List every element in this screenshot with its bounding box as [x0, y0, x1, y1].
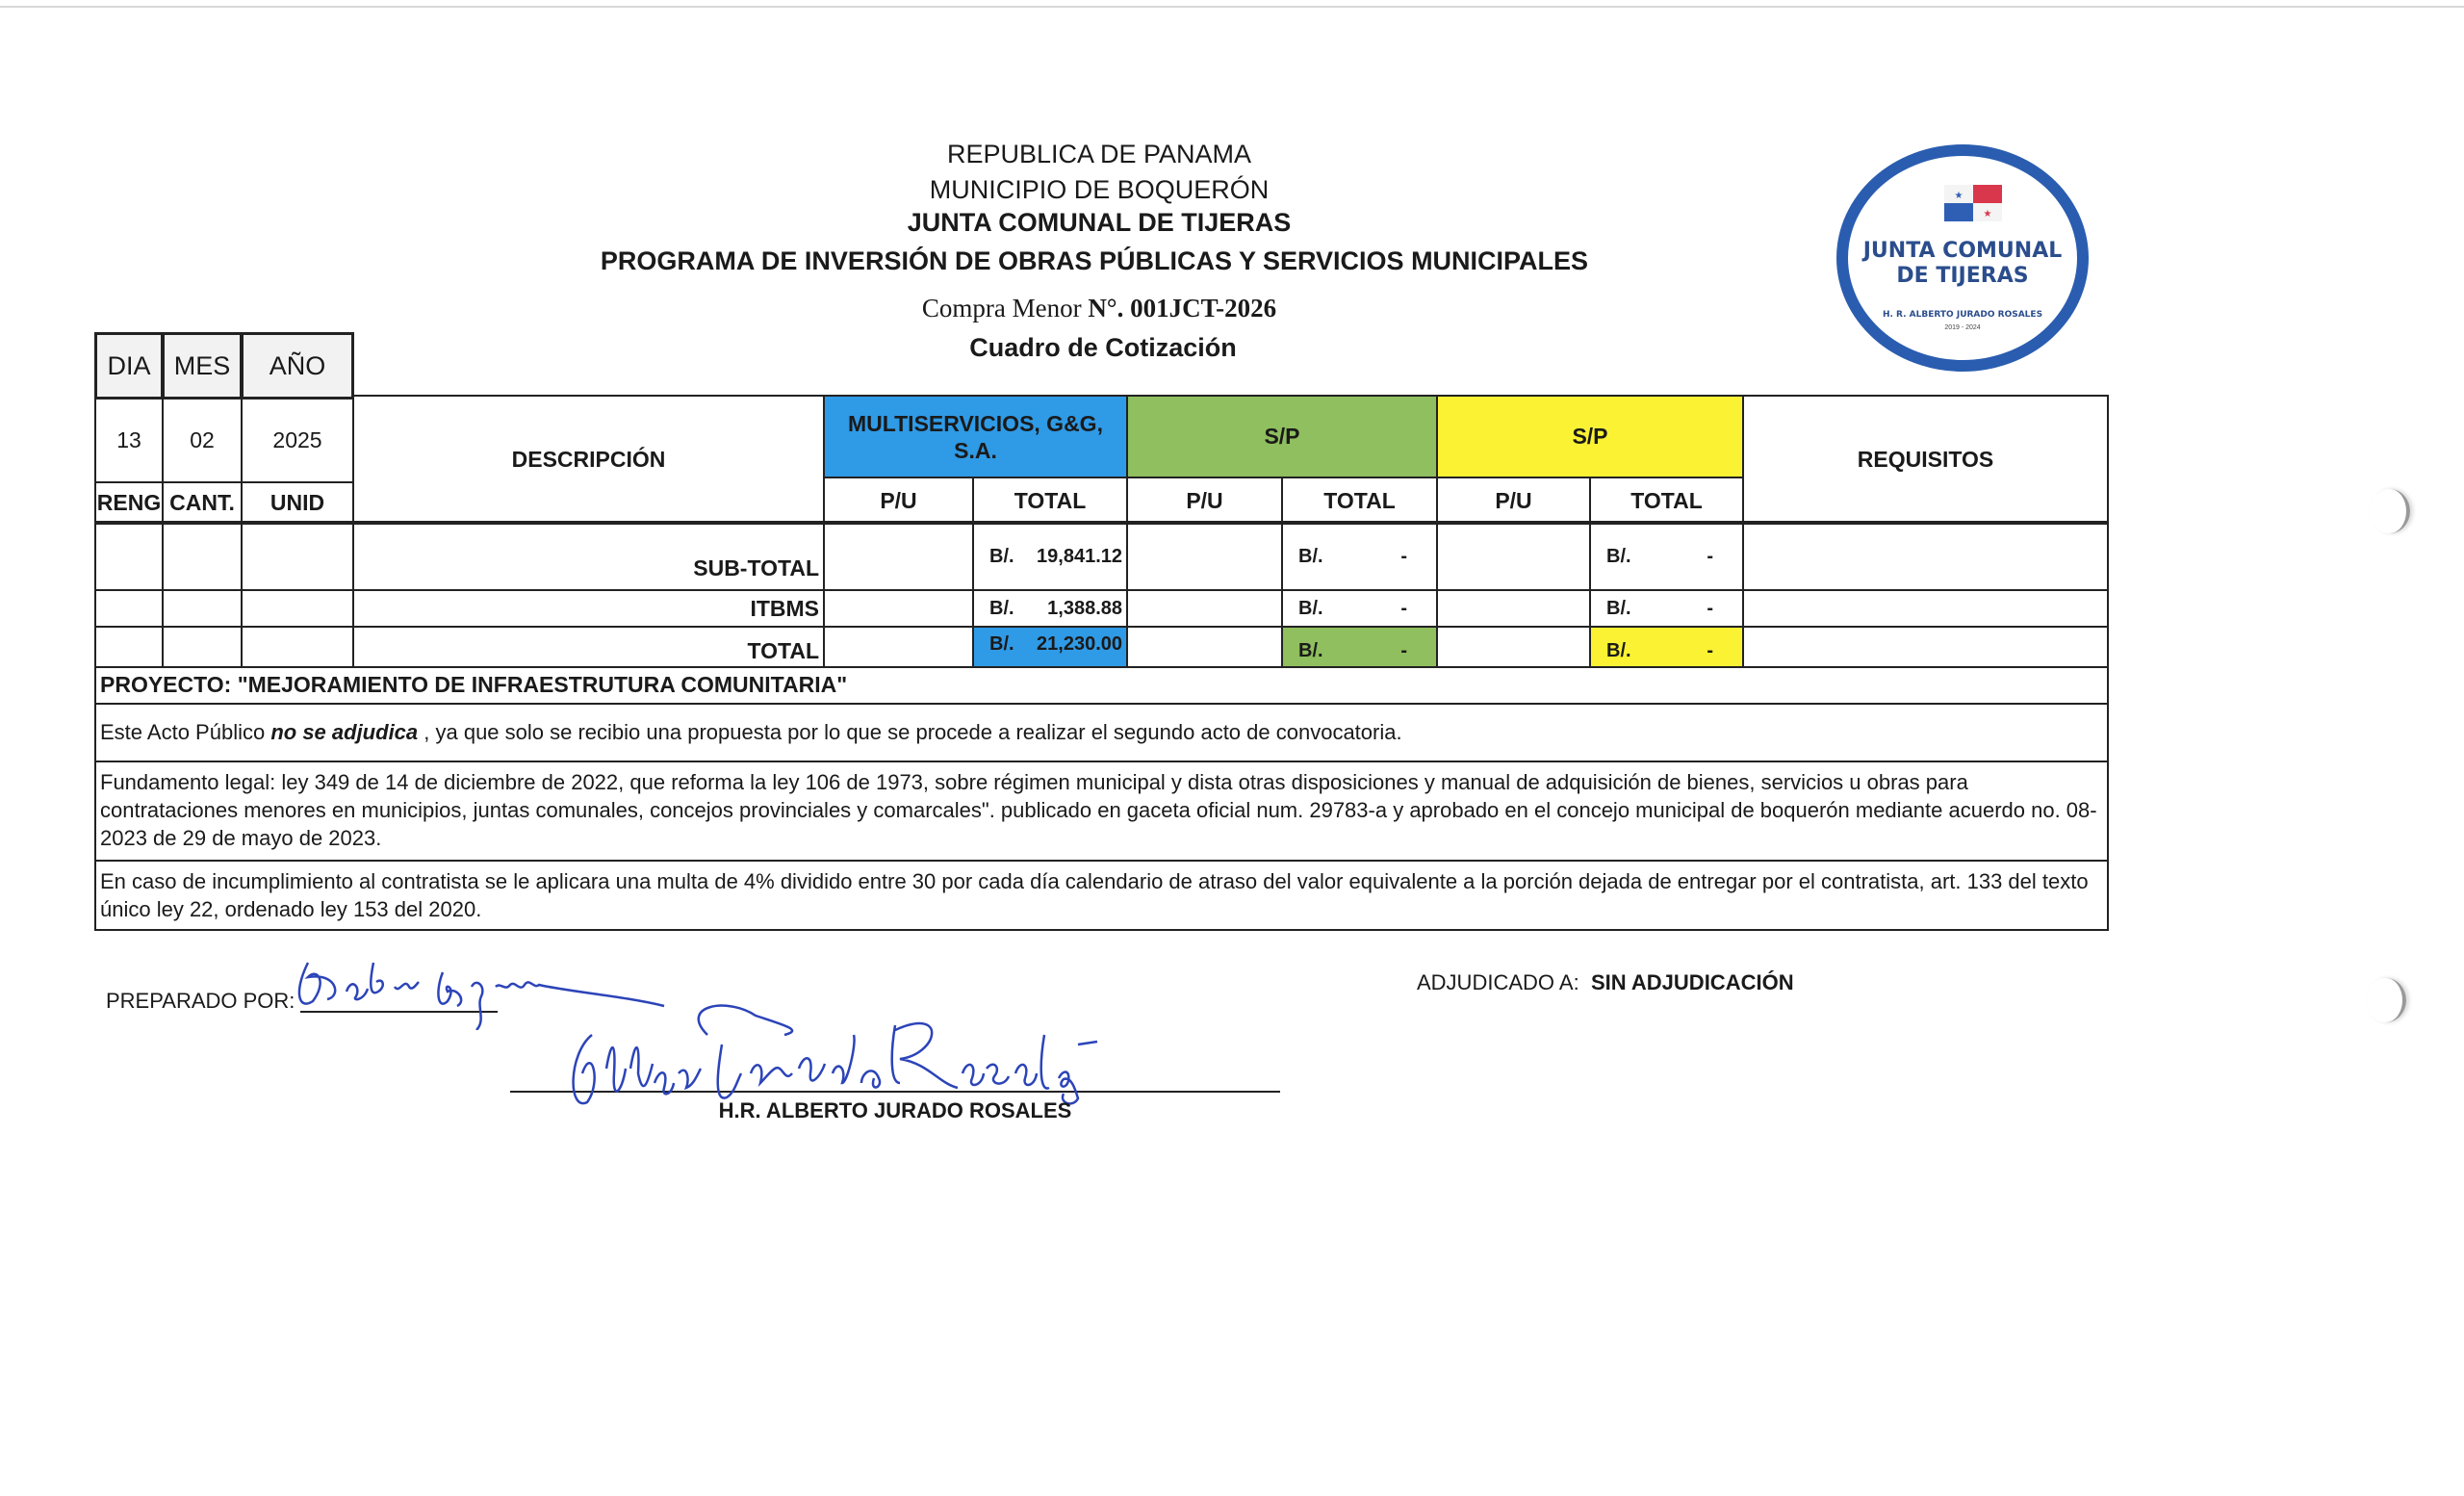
itbms-requisitos [1742, 589, 2109, 628]
vendor3-total-header: TOTAL [1589, 477, 1744, 525]
itbms-vendor3-total [1589, 589, 1744, 628]
total-vendor3-total [1589, 626, 1744, 668]
itbms-vendor1-total [972, 589, 1128, 628]
header-junta: JUNTA COMUNAL DE TIJERAS [907, 208, 1292, 237]
currency: B/. [989, 546, 1014, 567]
header-program: PROGRAMA DE INVERSIÓN DE OBRAS PÚBLICAS Y SERVICIOS MUNICIPALES [600, 246, 1589, 275]
amount: 19,841.12 [1037, 546, 1122, 567]
total-unid [241, 626, 354, 668]
subtotal-reng [94, 523, 164, 591]
notice-row [94, 703, 2109, 762]
total-vendor1-total [972, 626, 1128, 668]
subtotal-requisitos [1742, 523, 2109, 591]
amount: - [1400, 597, 1407, 619]
itbms-cant [162, 589, 243, 628]
vendor-header-2: S/P [1126, 395, 1438, 478]
vendor-header-1: MULTISERVICIOS, G&G, S.A. [823, 395, 1128, 478]
currency: B/. [1606, 597, 1631, 619]
currency: B/. [1606, 640, 1631, 661]
col-header-unid: UNID [241, 481, 354, 525]
subtotal-vendor1-pu [823, 523, 974, 591]
vendor1-total-header: TOTAL [972, 477, 1128, 525]
subtotal-vendor2-total [1281, 523, 1438, 591]
currency: B/. [1298, 597, 1323, 619]
binder-hole-bottom [2366, 978, 2406, 1022]
awarded-label: ADJUDICADO A: [1417, 970, 1579, 994]
itbms-label: ITBMS [352, 589, 825, 628]
subtotal-vendor3-pu [1436, 523, 1591, 591]
total-label: TOTAL [352, 626, 825, 668]
compra-code: N°. 001JCT-2026 [1088, 294, 1277, 322]
amount: - [1400, 546, 1407, 567]
amount: 1,388.88 [1047, 597, 1122, 619]
header-municipality: MUNICIPIO DE BOQUERÓN [929, 175, 1270, 204]
subtotal-unid [241, 523, 354, 591]
compra-prefix: Compra Menor [921, 294, 1089, 322]
amount: - [1707, 546, 1713, 567]
project-title: PROYECTO: "MEJORAMIENTO DE INFRAESTRUTURA COMUNITARIA" [94, 666, 2109, 705]
notice-emphasis: no se adjudica [270, 720, 419, 744]
amount: 21,230.00 [1037, 633, 1122, 655]
junta-seal-logo [1836, 144, 2089, 372]
itbms-vendor3-pu [1436, 589, 1591, 628]
seal-title-line2: DE TIJERAS [1896, 264, 2029, 288]
total-vendor2-pu [1126, 626, 1283, 668]
awarded-to [1417, 970, 1794, 995]
legal-basis: Fundamento legal: ley 349 de 14 de diciembre de 2022, que reforma la ley 106 de 1973, sobre régimen municipal y dista otras disposiciones y manual de adquisición de bienes, servicios u obras para contrataciones menores en municipios, juntas comunales, concejos provinciales y comarcales". publicado en gaceta oficial num. 29783-a y aprobado en el concejo municipal de boquerón mediante acuerdo no. 08-2023 de 29 de mayo de 2023. [94, 761, 2109, 862]
doc-title: Cuadro de Cotización [969, 333, 1237, 362]
col-header-description: DESCRIPCIÓN [352, 395, 825, 525]
seal-title [1848, 239, 2077, 289]
subtotal-vendor2-pu [1126, 523, 1283, 591]
currency: B/. [1298, 640, 1323, 661]
date-day: 13 [94, 398, 164, 483]
itbms-vendor1-pu [823, 589, 974, 628]
amount: - [1707, 640, 1713, 661]
subtotal-vendor1-total [972, 523, 1128, 591]
notice-prefix: Este Acto Público [100, 720, 271, 744]
amount: - [1400, 640, 1407, 661]
itbms-reng [94, 589, 164, 628]
vendor2-total-header: TOTAL [1281, 477, 1438, 525]
binder-hole-top [2370, 489, 2410, 533]
date-header-year: AÑO [241, 332, 354, 400]
vendor3-pu-header: P/U [1436, 477, 1591, 525]
awarded-value: SIN ADJUDICACIÓN [1590, 970, 1794, 994]
scan-top-edge [0, 6, 2464, 8]
total-reng [94, 626, 164, 668]
date-header-day: DIA [94, 332, 164, 400]
currency: B/. [989, 633, 1014, 655]
col-header-reng: RENG [94, 481, 164, 525]
itbms-unid [241, 589, 354, 628]
subtotal-cant [162, 523, 243, 591]
col-header-requisitos: REQUISITOS [1742, 395, 2109, 525]
total-cant [162, 626, 243, 668]
penalty-clause: En caso de incumplimiento al contratista se le aplicara una multa de 4% dividido entre 30 por cada día calendario de atraso del valor equivalente a la porción dejada de entregar por el contratista, art. 133 del texto único ley 22, ordenado ley 153 del 2020. [94, 860, 2109, 931]
currency: B/. [1298, 546, 1323, 567]
notice-suffix: , ya que solo se recibio una propuesta por lo que se procede a realizar el segundo acto de convocatoria. [418, 720, 1402, 744]
seal-title-line1: JUNTA COMUNAL [1862, 239, 2063, 263]
svg-text:★: ★ [1954, 191, 1964, 201]
svg-text:★: ★ [1983, 209, 1992, 219]
date-year: 2025 [241, 398, 354, 483]
vendor2-pu-header: P/U [1126, 477, 1283, 525]
seal-period: 2019 - 2024 [1944, 324, 1981, 331]
seal-name: H. R. ALBERTO JURADO ROSALES [1882, 310, 2043, 320]
total-vendor3-pu [1436, 626, 1591, 668]
vendor-header-3: S/P [1436, 395, 1744, 478]
amount: - [1707, 597, 1713, 619]
itbms-vendor2-pu [1126, 589, 1283, 628]
col-header-cant: CANT. [162, 481, 243, 525]
signer-name: H.R. ALBERTO JURADO ROSALES [718, 1098, 1072, 1122]
subtotal-vendor3-total [1589, 523, 1744, 591]
vendor1-pu-header: P/U [823, 477, 974, 525]
date-header-month: MES [162, 332, 243, 400]
panama-flag-icon [1944, 185, 2002, 221]
currency: B/. [1606, 546, 1631, 567]
prepared-by-label: PREPARADO POR: [106, 989, 295, 1013]
subtotal-label: SUB-TOTAL [352, 523, 825, 591]
currency: B/. [989, 597, 1014, 619]
total-vendor1-pu [823, 626, 974, 668]
total-requisitos [1742, 626, 2109, 668]
total-vendor2-total [1281, 626, 1438, 668]
itbms-vendor2-total [1281, 589, 1438, 628]
date-month: 02 [162, 398, 243, 483]
header-republic: REPUBLICA DE PANAMA [946, 140, 1252, 168]
